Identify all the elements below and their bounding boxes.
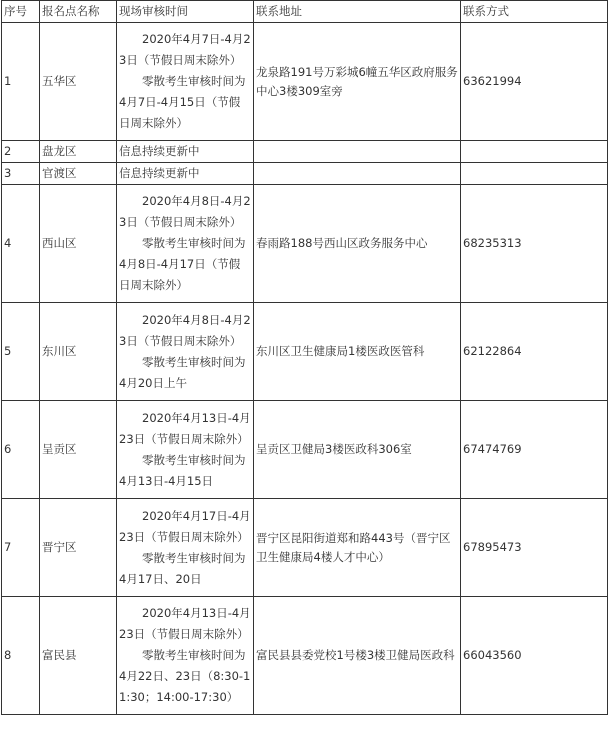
row-review-time: [117, 597, 254, 715]
header-contact: 联系方式: [461, 1, 608, 23]
row-review-time: 信息持续更新中: [117, 141, 254, 163]
header-address: 联系地址: [254, 1, 461, 23]
review-time-text: 2020年4月8日-4月23日（节假日周末除外）: [119, 194, 251, 229]
row-review-time: [117, 23, 254, 141]
row-address: 龙泉路191号万彩城6幢五华区政府服务中心3楼309室旁: [254, 23, 461, 141]
row-review-time: [117, 185, 254, 303]
row-no: 6: [2, 401, 40, 499]
table-row: [2, 303, 608, 401]
review-time-text: 2020年4月17日-4月23日（节假日周末除外）: [119, 508, 251, 544]
table-row: [2, 23, 608, 141]
review-time-text: 2020年4月8日-4月23日（节假日周末除外）: [119, 312, 251, 348]
row-address: 东川区卫生健康局1楼医政医管科: [254, 303, 461, 401]
row-review-time: [117, 499, 254, 597]
header-no: 序号: [2, 1, 40, 23]
review-time-text: 零散考生审核时间为4月17日、20日: [119, 550, 246, 586]
review-time-text: 零散考生审核时间为4月22日、23日（8:30-11:30；14:00-17:30）: [119, 648, 251, 704]
table-row: [2, 141, 608, 163]
table-row: [2, 185, 608, 303]
row-no: 2: [2, 141, 40, 163]
review-time-text: 2020年4月7日-4月23日（节假日周末除外）: [119, 32, 251, 67]
row-site-name: 盘龙区: [40, 141, 117, 163]
row-phone: [461, 141, 608, 163]
header-review-time: 现场审核时间: [117, 1, 254, 23]
row-site-name: 富民县: [40, 597, 117, 715]
row-address: [254, 141, 461, 163]
table-row: [2, 401, 608, 499]
row-phone: 68235313: [461, 185, 608, 303]
row-review-time: [117, 303, 254, 401]
row-address: 富民县县委党校1号楼3楼卫健局医政科: [254, 597, 461, 715]
row-site-name: 西山区: [40, 185, 117, 303]
row-phone: 63621994: [461, 23, 608, 141]
header-site-name: 报名点名称: [40, 1, 117, 23]
table-row: [2, 597, 608, 715]
row-address: 春雨路188号西山区政务服务中心: [254, 185, 461, 303]
row-phone: 66043560: [461, 597, 608, 715]
row-no: 3: [2, 163, 40, 185]
review-time-text: 2020年4月13日-4月23日（节假日周末除外）: [119, 410, 251, 446]
registration-sites-table: [1, 0, 608, 715]
row-address: 晋宁区昆阳街道郑和路443号（晋宁区卫生健康局4楼人才中心）: [254, 499, 461, 597]
row-phone: 62122864: [461, 303, 608, 401]
row-review-time: 信息持续更新中: [117, 163, 254, 185]
row-address: [254, 163, 461, 185]
row-site-name: 五华区: [40, 23, 117, 141]
row-phone: 67895473: [461, 499, 608, 597]
row-site-name: 晋宁区: [40, 499, 117, 597]
row-no: 1: [2, 23, 40, 141]
row-phone: [461, 163, 608, 185]
table-row: [2, 163, 608, 185]
review-time-text: 零散考生审核时间为4月13日-4月15日: [119, 452, 246, 488]
row-phone: 67474769: [461, 401, 608, 499]
row-no: 4: [2, 185, 40, 303]
row-site-name: 呈贡区: [40, 401, 117, 499]
table-header-row: [2, 1, 608, 23]
row-no: 7: [2, 499, 40, 597]
table-row: [2, 499, 608, 597]
row-address: 呈贡区卫健局3楼医政科306室: [254, 401, 461, 499]
row-no: 8: [2, 597, 40, 715]
review-time-text: 零散考生审核时间为4月20日上午: [119, 354, 246, 390]
row-site-name: 东川区: [40, 303, 117, 401]
row-no: 5: [2, 303, 40, 401]
review-time-text: 零散考生审核时间为4月7日-4月15日（节假日周末除外）: [119, 74, 246, 130]
row-site-name: 官渡区: [40, 163, 117, 185]
review-time-text: 零散考生审核时间为4月8日-4月17日（节假日周末除外）: [119, 236, 246, 292]
row-review-time: [117, 401, 254, 499]
review-time-text: 2020年4月13日-4月23日（节假日周末除外）: [119, 606, 251, 641]
